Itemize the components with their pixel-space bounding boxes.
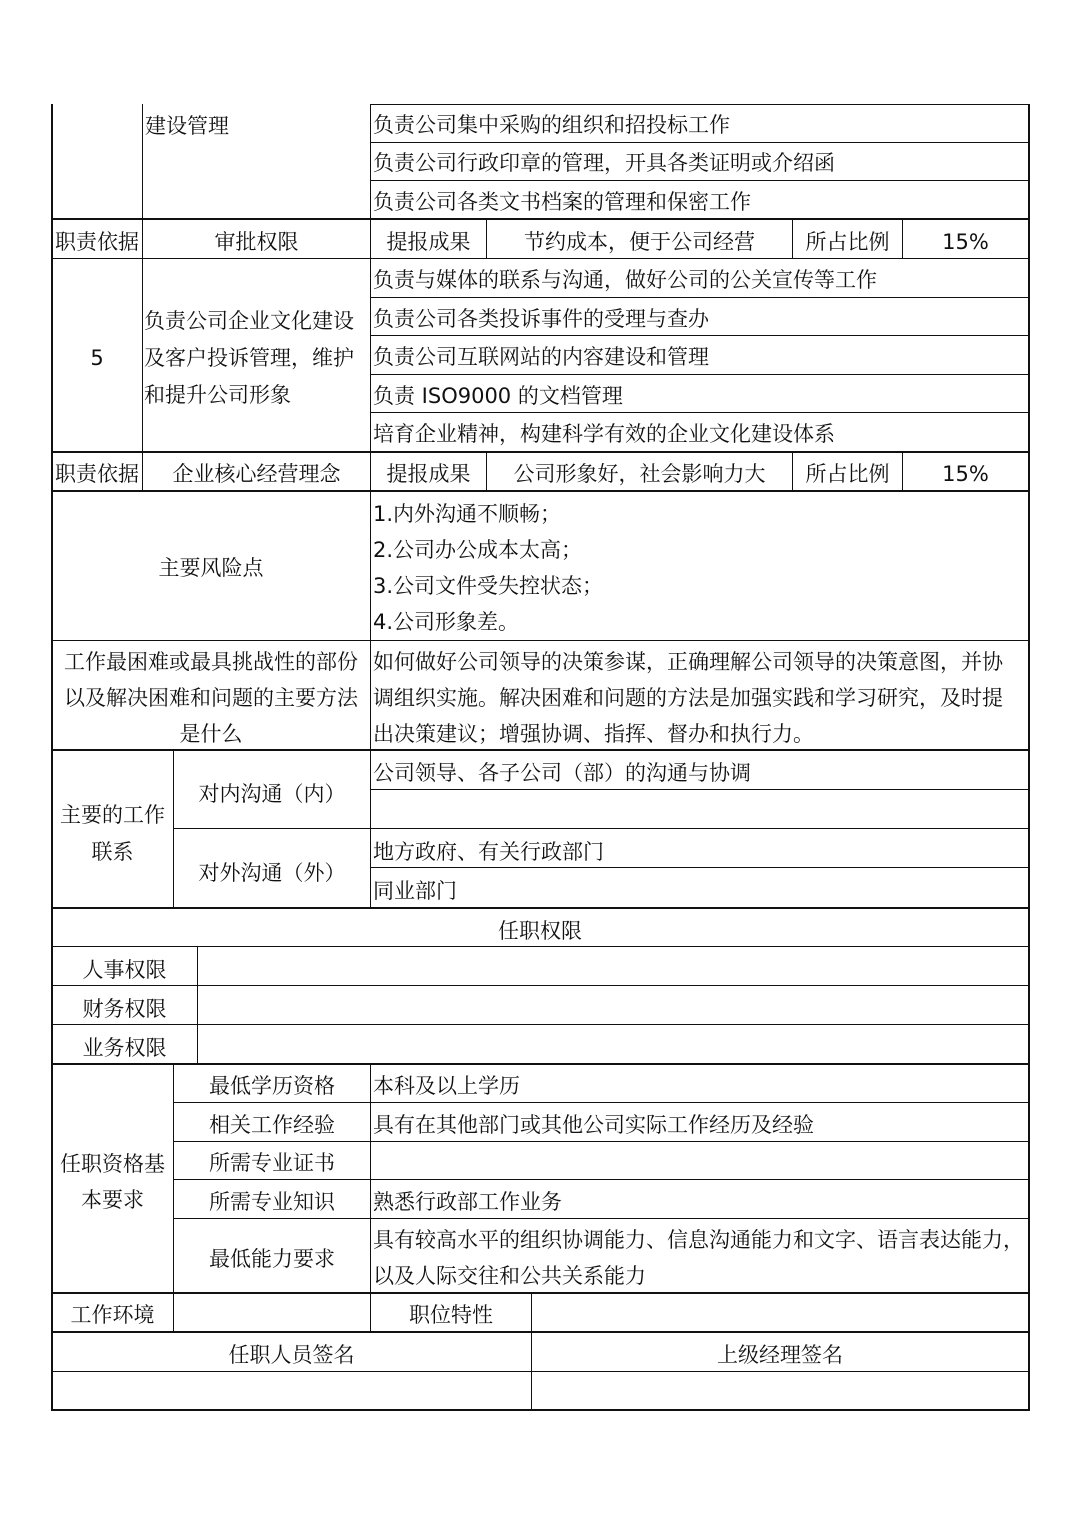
ratio-value: 15% (942, 230, 989, 254)
environment-label: 工作环境 (70, 1303, 155, 1327)
duty-task: 负责公司各类文书档案的管理和保密工作 (373, 190, 751, 214)
challenge-label: 工作最困难或最具挑战性的部份 (64, 650, 358, 674)
ratio-label: 所占比例 (805, 230, 890, 254)
ability-label: 最低能力要求 (209, 1247, 335, 1271)
risk-item: 3.公司文件受失控状态； (373, 574, 604, 598)
ratio-label: 所占比例 (805, 462, 890, 486)
duty-item-label: 负责公司企业文化建设 (144, 309, 354, 333)
duty-item-label: 和提升公司形象 (144, 383, 291, 407)
external-item: 同业部门 (373, 879, 457, 903)
qualification-row-value: 具有在其他部门或其他公司实际工作经历及经验 (373, 1113, 814, 1137)
manager-signature-field[interactable] (533, 1373, 1027, 1408)
result-value: 节约成本，便于公司经营 (524, 230, 755, 254)
divider (51, 1331, 1030, 1333)
divider (370, 104, 1029, 105)
qualification-row-value: 本科及以上学历 (373, 1074, 520, 1098)
challenge-text: 调组织实施。解决困难和问题的方法是加强实践和学习研究，及时提 (373, 686, 1003, 710)
risk-item: 1.内外沟通不顺畅； (373, 502, 562, 526)
divider (142, 104, 143, 219)
basis-label: 职责依据 (55, 230, 139, 254)
internal-label: 对内沟通（内） (198, 782, 346, 806)
basis-value: 企业核心经营理念 (172, 462, 341, 486)
divider (370, 750, 371, 908)
ability-text: 以及人际交往和公共关系能力 (373, 1264, 646, 1288)
duty-task: 负责 ISO9000 的文档管理 (373, 384, 623, 408)
qualification-label: 任职资格基 (60, 1152, 165, 1176)
divider (51, 1409, 1030, 1411)
result-label: 提报成果 (386, 462, 471, 486)
external-label: 对外沟通（外） (198, 861, 346, 885)
ability-text: 具有较高水平的组织协调能力、信息沟通能力和文字、语言表达能力， (373, 1228, 1024, 1252)
employee-signature-label: 任职人员签名 (228, 1343, 355, 1367)
challenge-text: 如何做好公司领导的决策参谋，正确理解公司领导的决策意图，并协 (373, 650, 1003, 674)
authority-row-label: 业务权限 (82, 1036, 167, 1060)
risk-label: 主要风险点 (158, 556, 264, 580)
risk-item: 2.公司办公成本太高； (373, 538, 583, 562)
challenge-text: 出决策建议；增强协调、指挥、督办和执行力。 (373, 722, 814, 746)
divider (173, 828, 1029, 829)
divider (51, 640, 1030, 641)
ratio-value: 15% (942, 462, 989, 486)
relations-label: 联系 (91, 840, 134, 864)
divider (51, 1063, 1030, 1065)
qualification-row-label: 所需专业知识 (209, 1190, 335, 1214)
risk-item: 4.公司形象差。 (373, 610, 520, 634)
qualification-label: 本要求 (81, 1188, 144, 1212)
divider (142, 258, 143, 451)
qualification-row-label: 相关工作经验 (209, 1113, 335, 1137)
divider (173, 1293, 174, 1332)
divider (197, 946, 198, 1063)
divider (51, 985, 1030, 986)
duty-item-label: 及客户投诉管理，维护 (144, 346, 354, 370)
duty-task: 培育企业精神，构建科学有效的企业文化建设体系 (373, 422, 835, 446)
employee-signature-field[interactable] (53, 1373, 530, 1408)
duty-task: 负责公司互联网站的内容建设和管理 (373, 345, 709, 369)
authority-title: 任职权限 (498, 919, 582, 943)
duty-task: 负责与媒体的联系与沟通，做好公司的公关宣传等工作 (373, 268, 877, 292)
basis-value: 审批权限 (214, 230, 299, 254)
divider (531, 1293, 532, 1332)
position-trait-label: 职位特性 (409, 1303, 493, 1327)
external-item: 地方政府、有关行政部门 (373, 840, 604, 864)
result-value: 公司形象好，社会影响力大 (513, 462, 766, 486)
duty-number: 5 (90, 346, 104, 370)
internal-item: 公司领导、各子公司（部）的沟通与协调 (373, 761, 751, 785)
duty-task: 负责公司各类投诉事件的受理与查办 (373, 307, 709, 331)
table-border-right (1028, 104, 1030, 1410)
challenge-label: 是什么 (179, 722, 243, 746)
qualification-row-value: 熟悉行政部工作业务 (373, 1190, 562, 1214)
divider (370, 104, 371, 219)
manager-signature-label: 上级经理签名 (717, 1343, 843, 1367)
challenge-label: 以及解决困难和问题的主要方法 (64, 686, 358, 710)
basis-label: 职责依据 (55, 462, 139, 486)
duty-task: 负责公司集中采购的组织和招投标工作 (373, 113, 730, 137)
qualification-row-label: 最低学历资格 (209, 1074, 335, 1098)
authority-row-label: 财务权限 (82, 997, 167, 1021)
divider (51, 907, 1030, 909)
authority-row-label: 人事权限 (82, 958, 167, 982)
relations-label: 主要的工作 (60, 803, 165, 827)
divider (370, 258, 371, 451)
duty-item-label: 建设管理 (145, 114, 229, 138)
divider (51, 1024, 1030, 1025)
qualification-row-label: 所需专业证书 (209, 1151, 335, 1175)
duty-task: 负责公司行政印章的管理，开具各类证明或介绍函 (373, 151, 835, 175)
result-label: 提报成果 (386, 230, 471, 254)
divider (370, 491, 371, 750)
